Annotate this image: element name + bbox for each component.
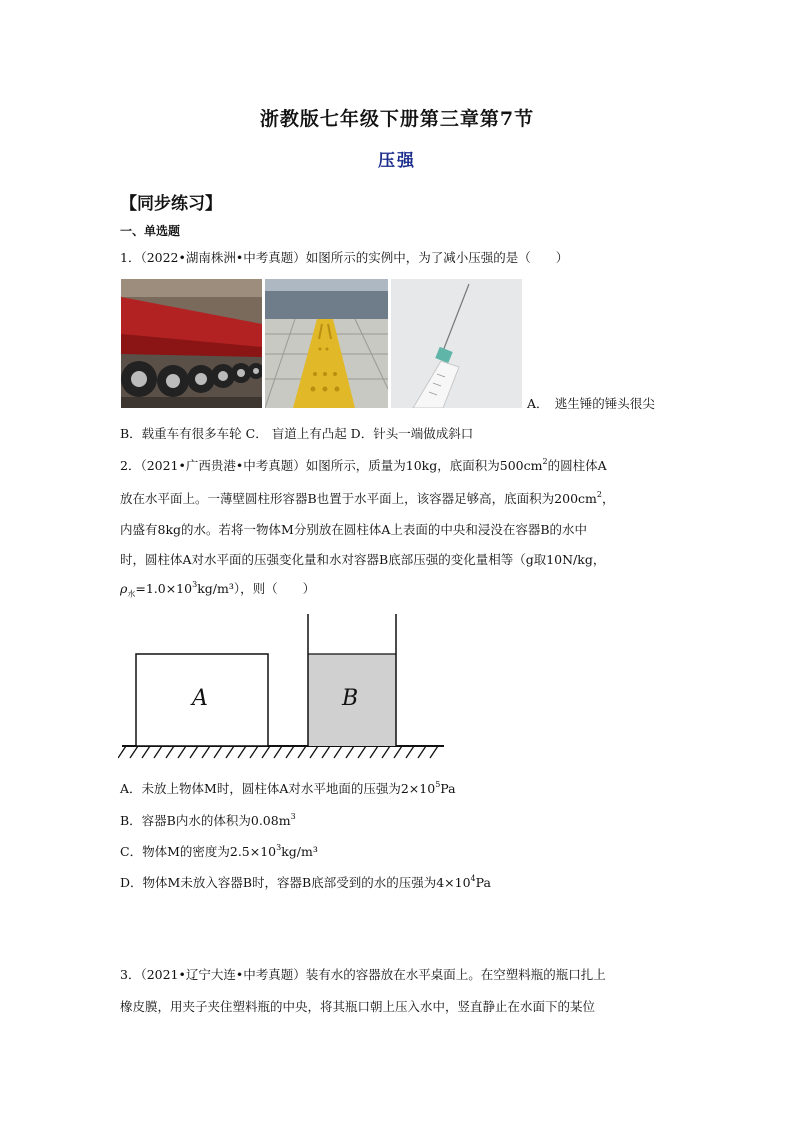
q1-stem: 1．（2022•湖南株洲•中考真题）如图所示的实例中，为了减小压强的是（ ） [120,250,569,265]
section-label: 【同步练习】 [120,194,222,214]
q2-line-5: $\rho_水=1.0\times 10^3kg/m^3$），则（ ） [120,580,316,599]
q2-line-1: 2．（2021•广西贵港•中考真题）如图所示，质量为10kg，底面积为$500cm^2$的圆柱体A [120,457,607,473]
syringe-photo [391,279,522,408]
q2-line-4: 时，圆柱体A对水平面的压强变化量和水对容器B底部压强的变化量相等（g取10N/kg， [120,552,606,567]
container-b-label: B [342,686,359,711]
cylinder-a-label: A [192,686,208,711]
q2-option-c: C．物体M的密度为$2.5\times 10^3kg/m^3$ [120,843,318,859]
cylinder-container-diagram [118,612,448,764]
q2-line-2: 放在水平面上。一薄壁圆柱形容器B也置于水平面上，该容器足够高，底面积为$200cm^2$， [120,490,615,506]
q2-line-3: 内盛有8kg的水。若将一物体M分别放在圆柱体A上表面的中央和浸没在容器B的水中 [120,522,588,537]
q1-option-a: A． 逃生锤的锤头很尖 [527,396,655,411]
q3-line-2: 橡皮膜，用夹子夹住塑料瓶的中央，将其瓶口朝上压入水中，竖直静止在水面下的某位 [120,999,596,1014]
truck-photo [121,279,262,408]
q3-line-1: 3．（2021•辽宁大连•中考真题）装有水的容器放在水平桌面上。在空塑料瓶的瓶口扎上 [120,967,606,982]
q2-option-a: A．未放上物体M时，圆柱体A对水平地面的压强为$2\times 10^5Pa$ [120,780,456,796]
category-label: 一、单选题 [120,224,181,238]
page-title: 浙教版七年级下册第三章第7节 [259,108,535,130]
q2-option-d: D．物体M未放入容器B时，容器B底部受到的水的压强为$4\times 10^4Pa$ [120,874,491,890]
tactile-paving-photo [265,279,388,408]
q2-option-b: B．容器B内水的体积为$0.08m^3$ [120,812,296,828]
q1-options-bcd: B．载重车有很多车轮 C． 盲道上有凸起 D．针头一端做成斜口 [120,426,474,441]
page-subtitle: 压强 [378,151,416,171]
